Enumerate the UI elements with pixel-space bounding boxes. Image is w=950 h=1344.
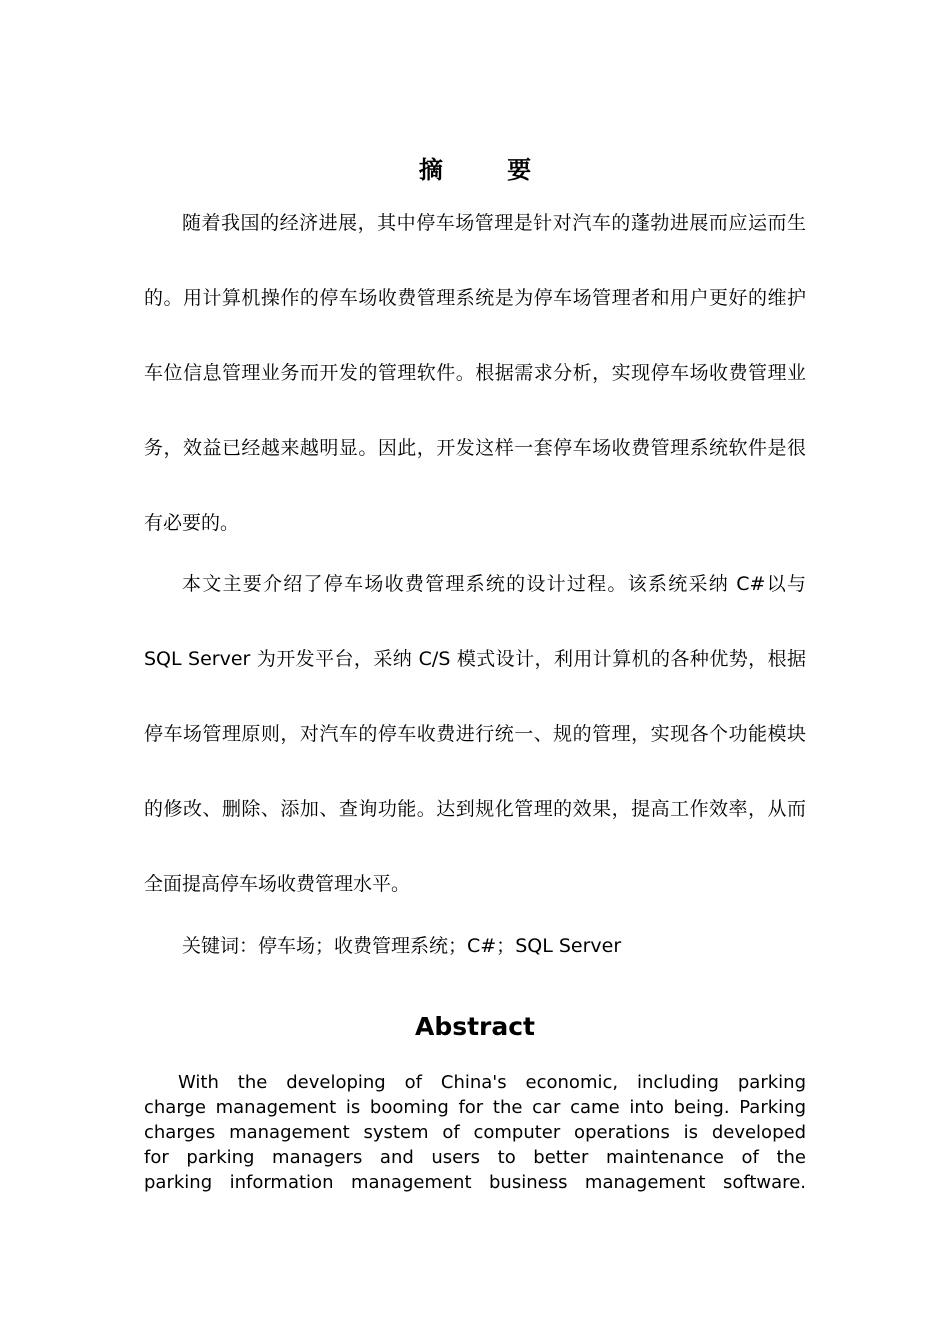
paragraph-line: charges management system of computer operations is developed — [144, 1122, 806, 1143]
paragraph-line: 本文主要介绍了停车场收费管理系统的设计过程。该系统采纳 C#以与 — [182, 573, 806, 595]
paragraph-line: With the developing of China's economic, including parking — [178, 1072, 806, 1093]
paragraph-line: 停车场管理原则，对汽车的停车收费进行统一、规的管理，实现各个功能模块 — [144, 723, 806, 745]
paragraph-line: 全面提高停车场收费管理水平。 — [144, 873, 411, 895]
paragraph-line: 有必要的。 — [144, 512, 240, 534]
keywords: 关键词：停车场；收费管理系统；C#；SQL Server — [182, 935, 622, 957]
chinese-abstract-title: 摘 要 — [418, 156, 560, 184]
paragraph-line: 的。用计算机操作的停车场收费管理系统是为停车场管理者和用户更好的维护 — [144, 287, 806, 309]
paragraph-line: 的修改、删除、添加、查询功能。达到规化管理的效果，提高工作效率，从而 — [144, 798, 806, 820]
paragraph-line: parking information management business management software. — [144, 1172, 806, 1193]
paragraph-line: charge management is booming for the car came into being. Parking — [144, 1097, 806, 1118]
english-abstract-title: Abstract — [414, 1012, 536, 1041]
paragraph-line: for parking managers and users to better maintenance of the — [144, 1147, 806, 1168]
paragraph-line: SQL Server 为开发平台，采纳 C/S 模式设计，利用计算机的各种优势，根据 — [144, 648, 806, 670]
paragraph-line: 务，效益已经越来越明显。因此，开发这样一套停车场收费管理系统软件是很 — [144, 437, 806, 459]
paragraph-line: 车位信息管理业务而开发的管理软件。根据需求分析，实现停车场收费管理业 — [144, 362, 806, 384]
paragraph-line: 随着我国的经济进展，其中停车场管理是针对汽车的蓬勃进展而应运而生 — [182, 212, 806, 234]
